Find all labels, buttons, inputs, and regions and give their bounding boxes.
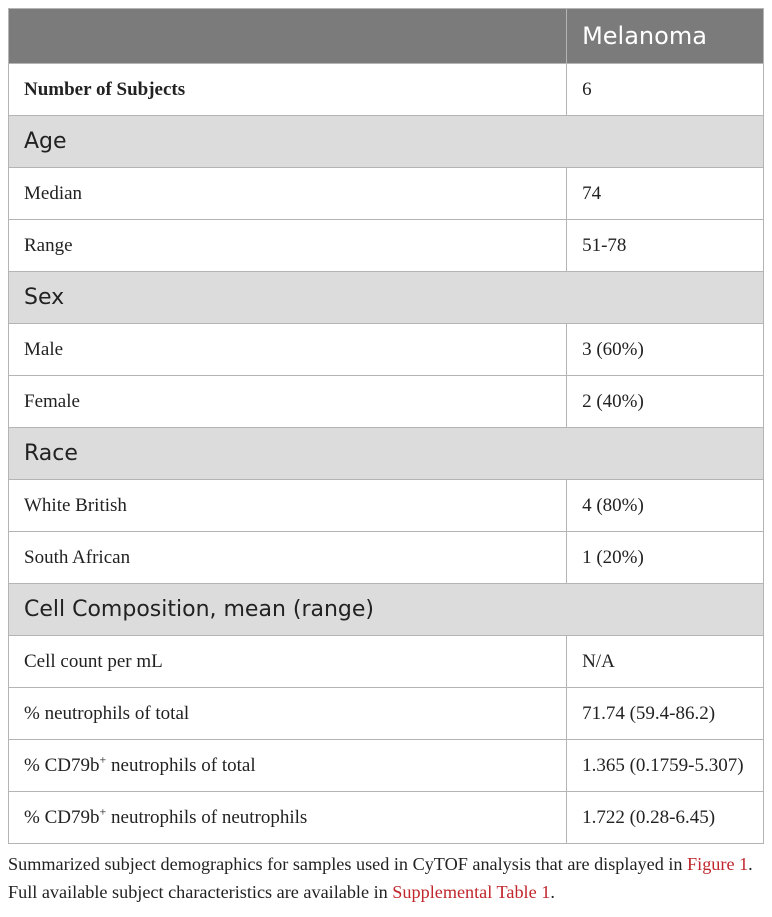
label-prefix: % CD79b [24,806,100,828]
label-suffix: neutrophils of neutrophils [106,806,308,828]
section-title: Age [9,116,764,168]
section-header-race [9,428,764,480]
row-value: 1.722 (0.28-6.45) [567,792,764,844]
label-suffix: neutrophils of total [106,754,256,776]
section-title: Cell Composition, mean (range) [9,584,764,636]
row-value: 51-78 [567,220,764,272]
header-melanoma: Melanoma [567,9,764,64]
supplemental-table-1-link[interactable]: Supplemental Table 1 [392,882,551,902]
caption-text: . [550,882,555,902]
section-title: Sex [9,272,764,324]
row-value: 71.74 (59.4-86.2) [567,688,764,740]
table-row [9,532,764,584]
label-prefix: % CD79b [24,754,100,776]
superscript-plus: + [99,804,107,819]
section-title: Race [9,428,764,480]
table-row [9,64,764,116]
row-value: 74 [567,168,764,220]
row-label: % neutrophils of total [9,688,567,740]
table-caption [8,850,766,906]
row-label: Number of Subjects [9,64,567,116]
row-value: 4 (80%) [567,480,764,532]
table-row [9,740,764,792]
row-label: South African [9,532,567,584]
section-header-sex [9,272,764,324]
row-label: White British [9,480,567,532]
table-row [9,168,764,220]
row-value: 1.365 (0.1759-5.307) [567,740,764,792]
row-value: 1 (20%) [567,532,764,584]
table-header-row [9,9,764,64]
row-value: 2 (40%) [567,376,764,428]
header-label-cell [9,9,567,64]
table-row [9,376,764,428]
row-label: Range [9,220,567,272]
row-label: Cell count per mL [9,636,567,688]
section-header-age [9,116,764,168]
row-value: N/A [567,636,764,688]
section-header-cell-composition [9,584,764,636]
row-label [9,740,567,792]
table-row [9,480,764,532]
caption-text: Summarized subject demographics for samples used in CyTOF analysis that are displayed in [8,854,688,874]
figure-1-link[interactable]: Figure 1 [687,854,749,874]
row-label: Median [9,168,567,220]
table-row [9,324,764,376]
row-label: Female [9,376,567,428]
row-label [9,792,567,844]
table-row [9,792,764,844]
row-value: 3 (60%) [567,324,764,376]
caption-text: . Full available subject characteristics are available in [8,854,753,902]
table-row [9,220,764,272]
row-label: Male [9,324,567,376]
demographics-table [8,8,764,844]
row-value: 6 [567,64,764,116]
superscript-plus: + [99,752,107,767]
table-row [9,636,764,688]
table-row [9,688,764,740]
